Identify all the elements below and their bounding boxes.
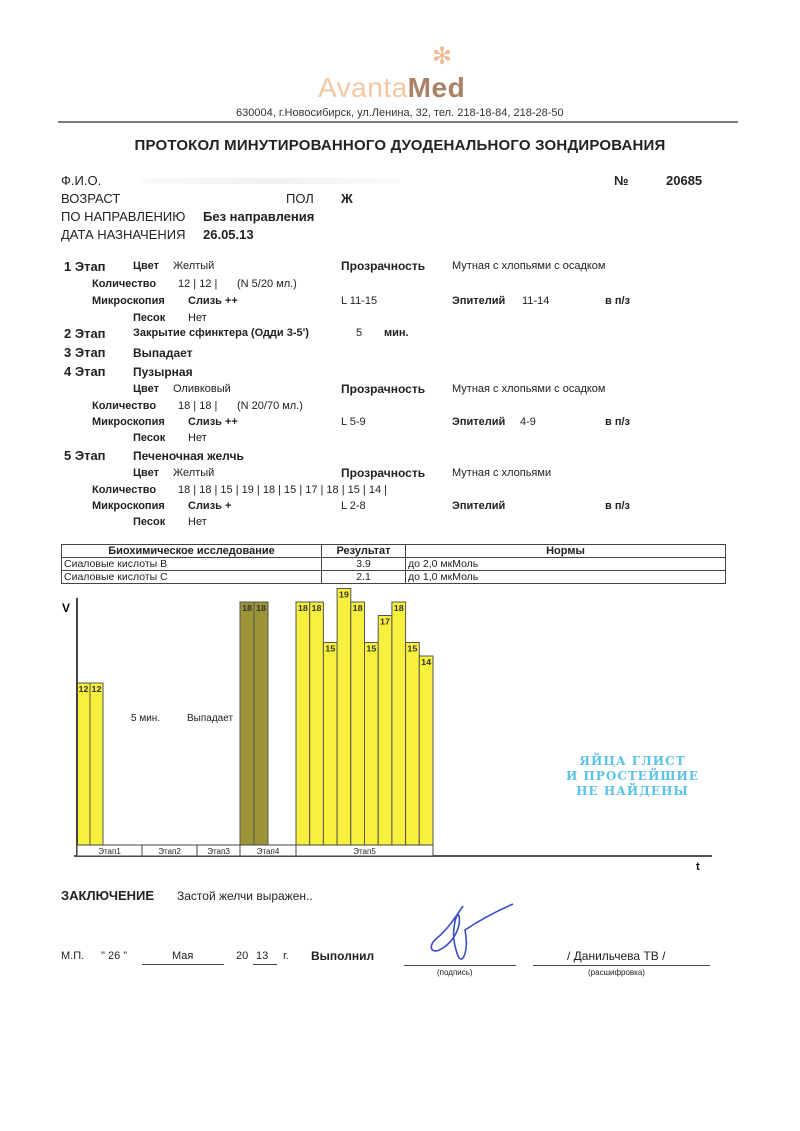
stage5-qty: 18 | 18 | 15 | 19 | 18 | 15 | 17 | 18 | 15 | 14 |	[178, 484, 387, 496]
x-axis-label: t	[696, 861, 700, 873]
bar-value-label: 12	[78, 685, 90, 694]
chart-bar	[406, 643, 420, 846]
chart-bar	[254, 602, 268, 845]
stage4-qty-norm: (N 20/70 мл.)	[237, 400, 303, 412]
stage4-micro: Слизь ++	[188, 416, 238, 428]
biochem-test-name: Сиаловые кислоты С	[62, 571, 322, 584]
stage2-label: 2 Этап	[64, 326, 106, 341]
stage1-qty-label: Количество	[92, 278, 157, 290]
chart-bar	[77, 683, 90, 845]
stage1-sand: Нет	[188, 312, 207, 324]
bar-value-label: 14	[421, 658, 432, 667]
number-label: №	[614, 173, 629, 188]
stage5-sand: Нет	[188, 516, 207, 528]
stage1-unit: в п/з	[605, 295, 630, 307]
stage5-label: 5 Этап	[64, 448, 106, 463]
sex-label: ПОЛ	[286, 191, 314, 206]
stage-label: Этап3	[207, 847, 230, 856]
chart-bar	[365, 643, 379, 846]
stage-label: Этап4	[256, 847, 280, 856]
stage4-qty-label: Количество	[92, 400, 157, 412]
stage1-epith: 11-14	[522, 295, 550, 307]
stage5-color-label: Цвет	[133, 467, 160, 479]
clinic-address: 630004, г.Новосибирск, ул.Ленина, 32, тел. 218-18-84, 218-28-50	[236, 107, 564, 119]
stage5-epith-label: Эпителий	[452, 500, 506, 512]
stage4-color-label: Цвет	[133, 383, 160, 395]
footer-year: 13	[256, 950, 269, 962]
stage1-qty-norm: (N 5/20 мл.)	[237, 278, 297, 290]
mp-label: М.П.	[61, 950, 85, 962]
chart-bar	[419, 656, 433, 845]
signature-scribble	[425, 900, 515, 970]
stage-label: Этап5	[353, 847, 376, 856]
biochem-norm: до 1,0 мкМоль	[406, 571, 726, 584]
stage-labels-layer	[77, 845, 433, 856]
stage4-leukocytes: L 5-9	[341, 416, 366, 428]
stage5-micro: Слизь +	[188, 500, 232, 512]
stage1-leukocytes: L 11-15	[341, 295, 378, 307]
biochem-header-test: Биохимическое исследование	[62, 545, 322, 558]
stage-label: Этап2	[158, 847, 181, 856]
date-value: 26.05.13	[203, 227, 254, 242]
stage4-sand: Нет	[188, 432, 207, 444]
document-title: ПРОТОКОЛ МИНУТИРОВАННОГО ДУОДЕНАЛЬНОГО ЗОНДИРОВАНИЯ	[134, 137, 666, 154]
stage5-clarity-label: Прозрачность	[341, 466, 426, 480]
stage4-clarity-label: Прозрачность	[341, 382, 426, 396]
stamp-line: ЯЙЦА ГЛИСТ	[579, 754, 686, 768]
stage3-annotation: Выпадает	[187, 713, 234, 724]
month-underline	[142, 964, 224, 965]
bar-value-label: 18	[311, 604, 323, 613]
chart-bar	[296, 602, 310, 845]
age-label: ВОЗРАСТ	[61, 191, 121, 206]
biochem-header-result: Результат	[322, 545, 406, 558]
stage5-qty-label: Количество	[92, 484, 157, 496]
lab-stamp	[566, 754, 699, 799]
bar-value-label: 15	[366, 644, 377, 654]
chart-bar	[240, 602, 254, 845]
protocol-number: 20685	[666, 173, 703, 188]
chart-bar	[378, 616, 392, 846]
bar-value-label: 18	[256, 604, 267, 613]
stage4-name: Пузырная	[133, 365, 193, 379]
stage3-text: Выпадает	[133, 346, 193, 360]
chart-bar	[392, 602, 406, 845]
conclusion-label: ЗАКЛЮЧЕНИЕ	[61, 888, 155, 903]
stage1-clarity: Мутная с хлопьями с осадком	[452, 260, 606, 272]
name-caption: (расшифровка)	[588, 968, 645, 977]
stage5-color: Желтый	[173, 467, 215, 479]
stage1-qty: 12 | 12 |	[178, 278, 218, 290]
bar-value-label: 17	[380, 617, 391, 627]
footer-year-prefix: 20	[236, 950, 249, 962]
stage3-label: 3 Этап	[64, 345, 106, 360]
biochem-result: 3.9	[322, 558, 406, 571]
stamp-line: НЕ НАЙДЕНЫ	[576, 784, 689, 798]
chart-bar	[337, 589, 351, 846]
chart-bar	[351, 602, 365, 845]
biochem-norm: до 2,0 мкМоль	[406, 558, 726, 571]
stage5-clarity: Мутная с хлопьями	[452, 467, 552, 479]
bar-value-label: 18	[393, 604, 405, 613]
stamp-line: И ПРОСТЕЙШИЕ	[566, 769, 699, 783]
year-underline	[253, 964, 277, 965]
referral-label: ПО НАПРАВЛЕНИЮ	[61, 209, 186, 224]
chart-bar	[90, 683, 103, 845]
stage2-value: 5	[356, 327, 363, 339]
stage1-label: 1 Этап	[64, 259, 106, 274]
signature-caption: (подпись)	[437, 968, 473, 977]
stage1-sand-label: Песок	[133, 312, 166, 324]
stage5-sand-label: Песок	[133, 516, 166, 528]
referral-value: Без направления	[203, 209, 315, 224]
stage1-color-label: Цвет	[133, 260, 160, 272]
stage4-color: Оливковый	[173, 383, 231, 395]
footer-day: " 26 "	[101, 950, 128, 962]
bar-value-label: 15	[325, 644, 336, 654]
bar-value-label: 19	[338, 590, 350, 600]
performed-by-label: Выполнил	[311, 949, 375, 963]
bar-value-label: 18	[242, 604, 253, 613]
biochem-result: 2.1	[322, 571, 406, 584]
stage5-unit: в п/з	[605, 500, 630, 512]
sex-value: Ж	[341, 191, 353, 206]
stage-label: Этап1	[98, 847, 121, 856]
biochem-header-norms: Нормы	[406, 545, 726, 558]
stage4-epith: 4-9	[520, 416, 536, 428]
logo-text-avanta: Avanta	[318, 72, 408, 103]
stage4-label: 4 Этап	[64, 364, 106, 379]
stage5-name: Печеночная желчь	[133, 449, 244, 463]
y-axis-label: V	[62, 601, 71, 615]
stage1-clarity-label: Прозрачность	[341, 259, 426, 273]
stage4-qty: 18 | 18 |	[178, 400, 218, 412]
stage2-text: Закрытие сфинктера (Одди 3-5')	[133, 327, 309, 339]
stage4-micro-label: Микроскопия	[92, 416, 165, 428]
stage1-micro: Слизь ++	[188, 295, 238, 307]
name-line	[533, 965, 710, 966]
date-label: ДАТА НАЗНАЧЕНИЯ	[61, 227, 186, 242]
performer-name: / Данильчева ТВ /	[567, 949, 666, 963]
stage5-leukocytes: L 2-8	[341, 500, 366, 512]
signature-line	[404, 965, 516, 966]
logo-flower-icon: ✻	[432, 43, 453, 70]
bar-value-label: 18	[352, 604, 364, 613]
stage4-clarity: Мутная с хлопьями с осадком	[452, 383, 606, 395]
logo-text-med: Med	[407, 72, 466, 103]
chart-bar	[310, 602, 324, 845]
stage4-sand-label: Песок	[133, 432, 166, 444]
bar-value-label: 12	[91, 685, 103, 694]
stage5-micro-label: Микроскопия	[92, 500, 165, 512]
stage1-color: Желтый	[173, 260, 215, 272]
stage2-annotation: 5 мин.	[131, 713, 161, 724]
bar-value-label: 18	[297, 604, 309, 613]
footer-month: Мая	[172, 950, 194, 962]
biochem-test-name: Сиаловые кислоты В	[62, 558, 322, 571]
chart-bar	[323, 643, 337, 846]
stage1-epith-label: Эпителий	[452, 295, 506, 307]
bar-value-label: 15	[407, 644, 419, 654]
stage4-unit: в п/з	[605, 416, 630, 428]
stage1-micro-label: Микроскопия	[92, 295, 165, 307]
fio-label: Ф.И.О.	[61, 173, 102, 188]
conclusion-text: Застой желчи выражен..	[177, 889, 313, 903]
stage2-unit: мин.	[384, 327, 409, 339]
footer-year-suffix: г.	[283, 950, 289, 962]
stage4-epith-label: Эпителий	[452, 416, 506, 428]
